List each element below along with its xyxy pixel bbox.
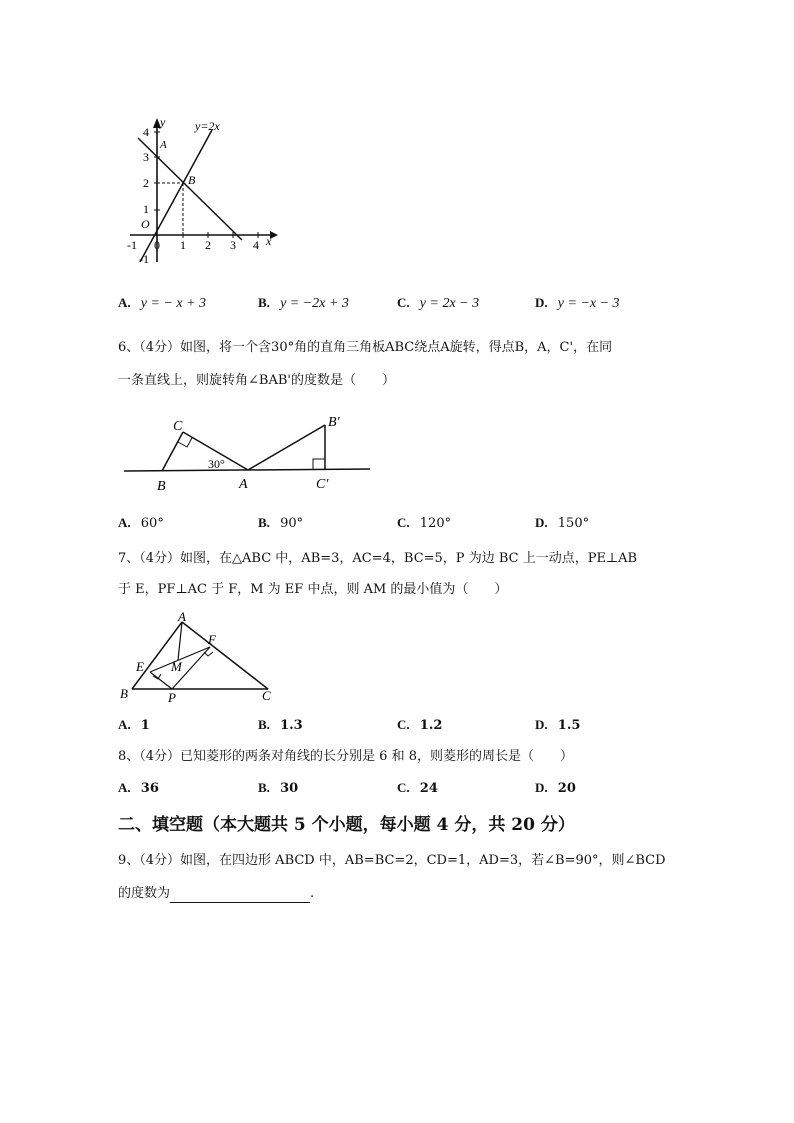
angle-label: 30° xyxy=(208,457,225,471)
q7-stem-line2: 于 E，PF⊥AC 于 F，M 为 EF 中点，则 AM 的最小值为（ ） xyxy=(118,582,508,597)
point-c-prime-label: C′ xyxy=(316,477,329,492)
option-a[interactable]: A. y = − x + 3 xyxy=(118,295,207,311)
option-d[interactable]: D. y = −x − 3 xyxy=(535,295,620,311)
option-c[interactable]: C. 120° xyxy=(397,515,452,531)
answer-blank[interactable] xyxy=(170,888,310,903)
q7-triangle-figure xyxy=(116,612,281,707)
q7-stem-line1: 7、（4分）如图，在△ABC 中，AB=3，AC=4，BC=5，P 为边 BC 上一动点，PE⊥AB xyxy=(118,551,638,566)
x-tick-label: 2 xyxy=(205,238,211,252)
segment-bc xyxy=(162,432,183,471)
q9-stem-line2: 的度数为 . xyxy=(118,886,315,901)
y-tick-label: -1 xyxy=(139,252,149,266)
x-tick-label: 0 xyxy=(154,238,160,252)
y-axis-label: y xyxy=(160,115,166,129)
y-tick-label: 1 xyxy=(143,202,149,216)
point-b-label: B xyxy=(157,479,166,494)
q6-rotation-figure xyxy=(120,410,375,495)
y-tick-label: 4 xyxy=(143,125,149,139)
point-a-label: A xyxy=(160,139,167,151)
point-b-label: B xyxy=(120,686,128,701)
x-axis-label: x xyxy=(266,234,272,248)
point-b-label: B xyxy=(188,173,196,187)
option-c[interactable]: C. y = 2x − 3 xyxy=(397,295,480,311)
option-b[interactable]: B. 1.3 xyxy=(258,717,303,733)
q6-stem-line1: 6、（4分）如图，将一个含30°角的直角三角板ABC绕点A旋转，得点B，A，C'，在同 xyxy=(118,340,613,355)
q8-stem-line1: 8、（4分）已知菱形的两条对角线的长分别是 6 和 8，则菱形的周长是（ ） xyxy=(118,749,573,764)
point-f-label: F xyxy=(208,632,216,647)
segment-ac xyxy=(182,622,268,689)
option-b[interactable]: B. y = −2x + 3 xyxy=(258,295,349,311)
option-d[interactable]: D. 1.5 xyxy=(535,717,581,733)
line-label: y=2x xyxy=(195,119,220,133)
q9-stem-line1: 9、（4分）如图，在四边形 ABCD 中，AB=BC=2，CD=1，AD=3，若∠B=90°，则∠BCD xyxy=(118,853,666,868)
point-c-label: C xyxy=(262,688,271,703)
point-a-label: A xyxy=(178,612,186,624)
option-b[interactable]: B. 90° xyxy=(258,515,304,531)
q5-coordinate-figure xyxy=(118,112,288,272)
option-c[interactable]: C. 1.2 xyxy=(397,717,443,733)
q6-stem-line2: 一条直线上，则旋转角∠BAB'的度数是（ ） xyxy=(118,373,395,388)
option-d[interactable]: D. 150° xyxy=(535,515,590,531)
option-b[interactable]: B. 30 xyxy=(258,780,299,796)
option-d[interactable]: D. 20 xyxy=(535,780,576,796)
option-c[interactable]: C. 24 xyxy=(397,780,438,796)
point-p-label: P xyxy=(168,690,176,705)
point-a-label: A xyxy=(239,477,248,492)
point-e-label: E xyxy=(136,659,144,674)
x-tick-label: -1 xyxy=(127,238,137,252)
y-tick-label: 3 xyxy=(143,150,149,164)
origin-label: O xyxy=(141,217,150,231)
x-tick-label: 3 xyxy=(230,238,236,252)
y-tick-label: 2 xyxy=(143,176,149,190)
option-a[interactable]: A. 36 xyxy=(118,780,159,796)
right-angle-mark-c xyxy=(178,438,192,447)
x-tick-label: 4 xyxy=(253,238,259,252)
x-tick-label: 1 xyxy=(180,238,186,252)
line-ab xyxy=(138,138,242,240)
option-a[interactable]: A. 1 xyxy=(118,717,150,733)
point-c-label: C xyxy=(173,419,183,434)
right-angle-mark-c-prime xyxy=(313,459,325,469)
point-m-label: M xyxy=(171,659,182,674)
option-a[interactable]: A. 60° xyxy=(118,515,164,531)
point-b-prime-label: B′ xyxy=(328,415,340,430)
section-heading: 二、填空题（本大题共 5 个小题，每小题 4 分，共 20 分） xyxy=(118,815,575,835)
